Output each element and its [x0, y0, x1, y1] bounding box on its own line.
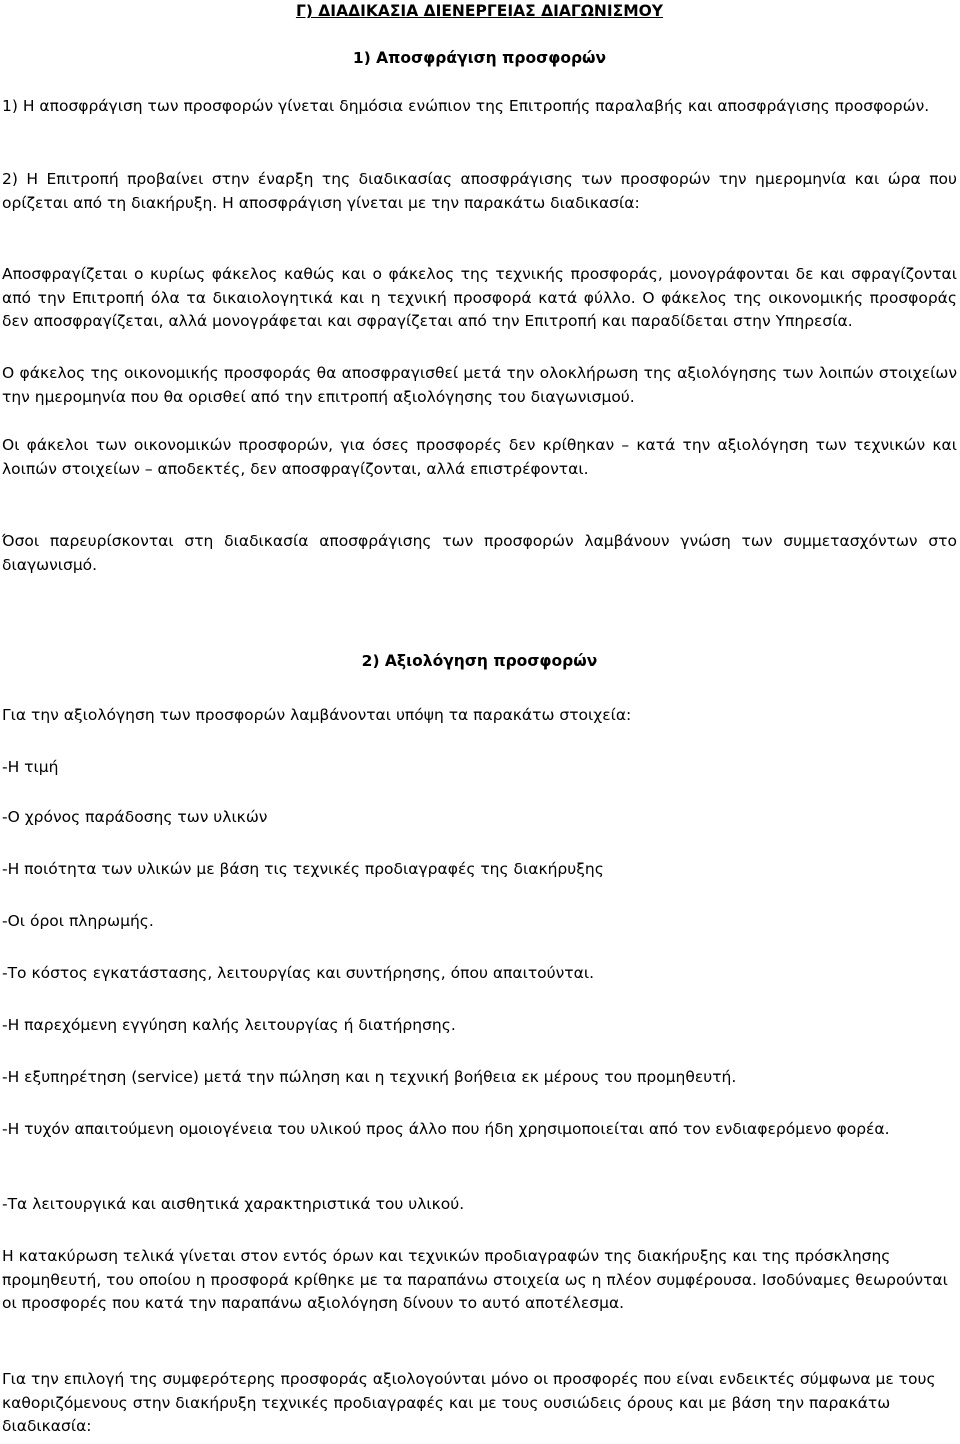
criteria-item: -Η τυχόν απαιτούμενη ομοιογένεια του υλικού προς άλλο που ήδη χρησιμοποιείται από τον ενδιαφερόμενο φορέα. [2, 1120, 890, 1138]
section-1-paragraph-3: Αποσφραγίζεται ο κυρίως φάκελος καθώς και ο φάκελος της τεχνικής προσφοράς, μονογράφονται δε και σφραγίζονται από την Επιτροπή όλα τα δικαιολογητικά και η τεχνική προσφορά κατά φύλλο. Ο φάκελος της οικονομικής προσφοράς δεν αποσφραγίζεται, αλλά μονογράφεται και σφραγίζεται από την Επιτροπή και παραδίδεται στην Υπηρεσία. [2, 265, 957, 330]
section-2-intro: Για την αξιολόγηση των προσφορών λαμβάνονται υπόψη τα παρακάτω στοιχεία: [2, 706, 632, 724]
criteria-item: -Τα λειτουργικά και αισθητικά χαρακτηριστικά του υλικού. [2, 1195, 465, 1213]
award-paragraph: Η κατακύρωση τελικά γίνεται στον εντός όρων και τεχνικών προδιαγραφών της διακήρυξης και της πρόσκλησης προμηθευτή, του οποίου η προσφορά κρίθηκε με τα παραπάνω στοιχεία ως η πλέον συμφέρουσα. Ισοδύναμες θεωρούνται οι προσφορές που κατά την παραπάνω αξιολόγηση δίνουν το αυτό αποτέλεσμα. [2, 1247, 948, 1312]
criteria-item: -Η εξυπηρέτηση (service) μετά την πώληση και η τεχνική βοήθεια εκ μέρους του προμηθευτή. [2, 1068, 737, 1086]
section-1-paragraph-2: 2) Η Επιτροπή προβαίνει στην έναρξη της διαδικασίας αποσφράγισης των προσφορών την ημερομηνία και ώρα που ορίζεται από τη διακήρυξη. Η αποσφράγιση γίνεται με την παρακάτω διαδικασία: [2, 170, 957, 212]
selection-paragraph: Για την επιλογή της συμφερότερης προσφοράς αξιολογούνται μόνο οι προσφορές που είναι ενδεικτές σύμφωνα με τους καθοριζόμενους στην διακήρυξη τεχνικές προδιαγραφές και με τους ουσιώδεις όρους και με βάση την παρακάτω διαδικασία: [2, 1370, 936, 1435]
criteria-item: -Το κόστος εγκατάστασης, λειτουργίας και συντήρησης, όπου απαιτούνται. [2, 964, 595, 982]
section-1-heading: 1) Αποσφράγιση προσφορών [352, 49, 607, 67]
criteria-item: -Οι όροι πληρωμής. [2, 912, 154, 930]
criteria-item: -Ο χρόνος παράδοσης των υλικών [2, 808, 268, 826]
document-title: Γ) ΔΙΑΔΙΚΑΣΙΑ ΔΙΕΝΕΡΓΕΙΑΣ ΔΙΑΓΩΝΙΣΜΟΥ [295, 2, 664, 20]
section-1-paragraph-5: Οι φάκελοι των οικονομικών προσφορών, για όσες προσφορές δεν κρίθηκαν – κατά την αξιολόγηση των τεχνικών και λοιπών στοιχείων – αποδεκτές, δεν αποσφραγίζονται, αλλά επιστρέφονται. [2, 436, 957, 478]
section-1-paragraph-6: Όσοι παρευρίσκονται στη διαδικασία αποσφράγισης των προσφορών λαμβάνουν γνώση των συμμετασχόντων στο διαγωνισμό. [2, 532, 957, 574]
section-2-heading: 2) Αξιολόγηση προσφορών [361, 652, 598, 670]
criteria-item: -Η ποιότητα των υλικών με βάση τις τεχνικές προδιαγραφές της διακήρυξης [2, 860, 604, 878]
section-1-paragraph-4: Ο φάκελος της οικονομικής προσφοράς θα αποσφραγισθεί μετά την ολοκλήρωση της αξιολόγησης των λοιπών στοιχείων την ημερομηνία που θα ορισθεί από την επιτροπή αξιολόγησης του διαγωνισμού. [2, 364, 957, 406]
criteria-item: -Η τιμή [2, 758, 59, 776]
criteria-item: -Η παρεχόμενη εγγύηση καλής λειτουργίας ή διατήρησης. [2, 1016, 456, 1034]
section-1-paragraph-1: 1) Η αποσφράγιση των προσφορών γίνεται δημόσια ενώπιον της Επιτροπής παραλαβής και αποσφράγισης προσφορών. [2, 97, 930, 115]
